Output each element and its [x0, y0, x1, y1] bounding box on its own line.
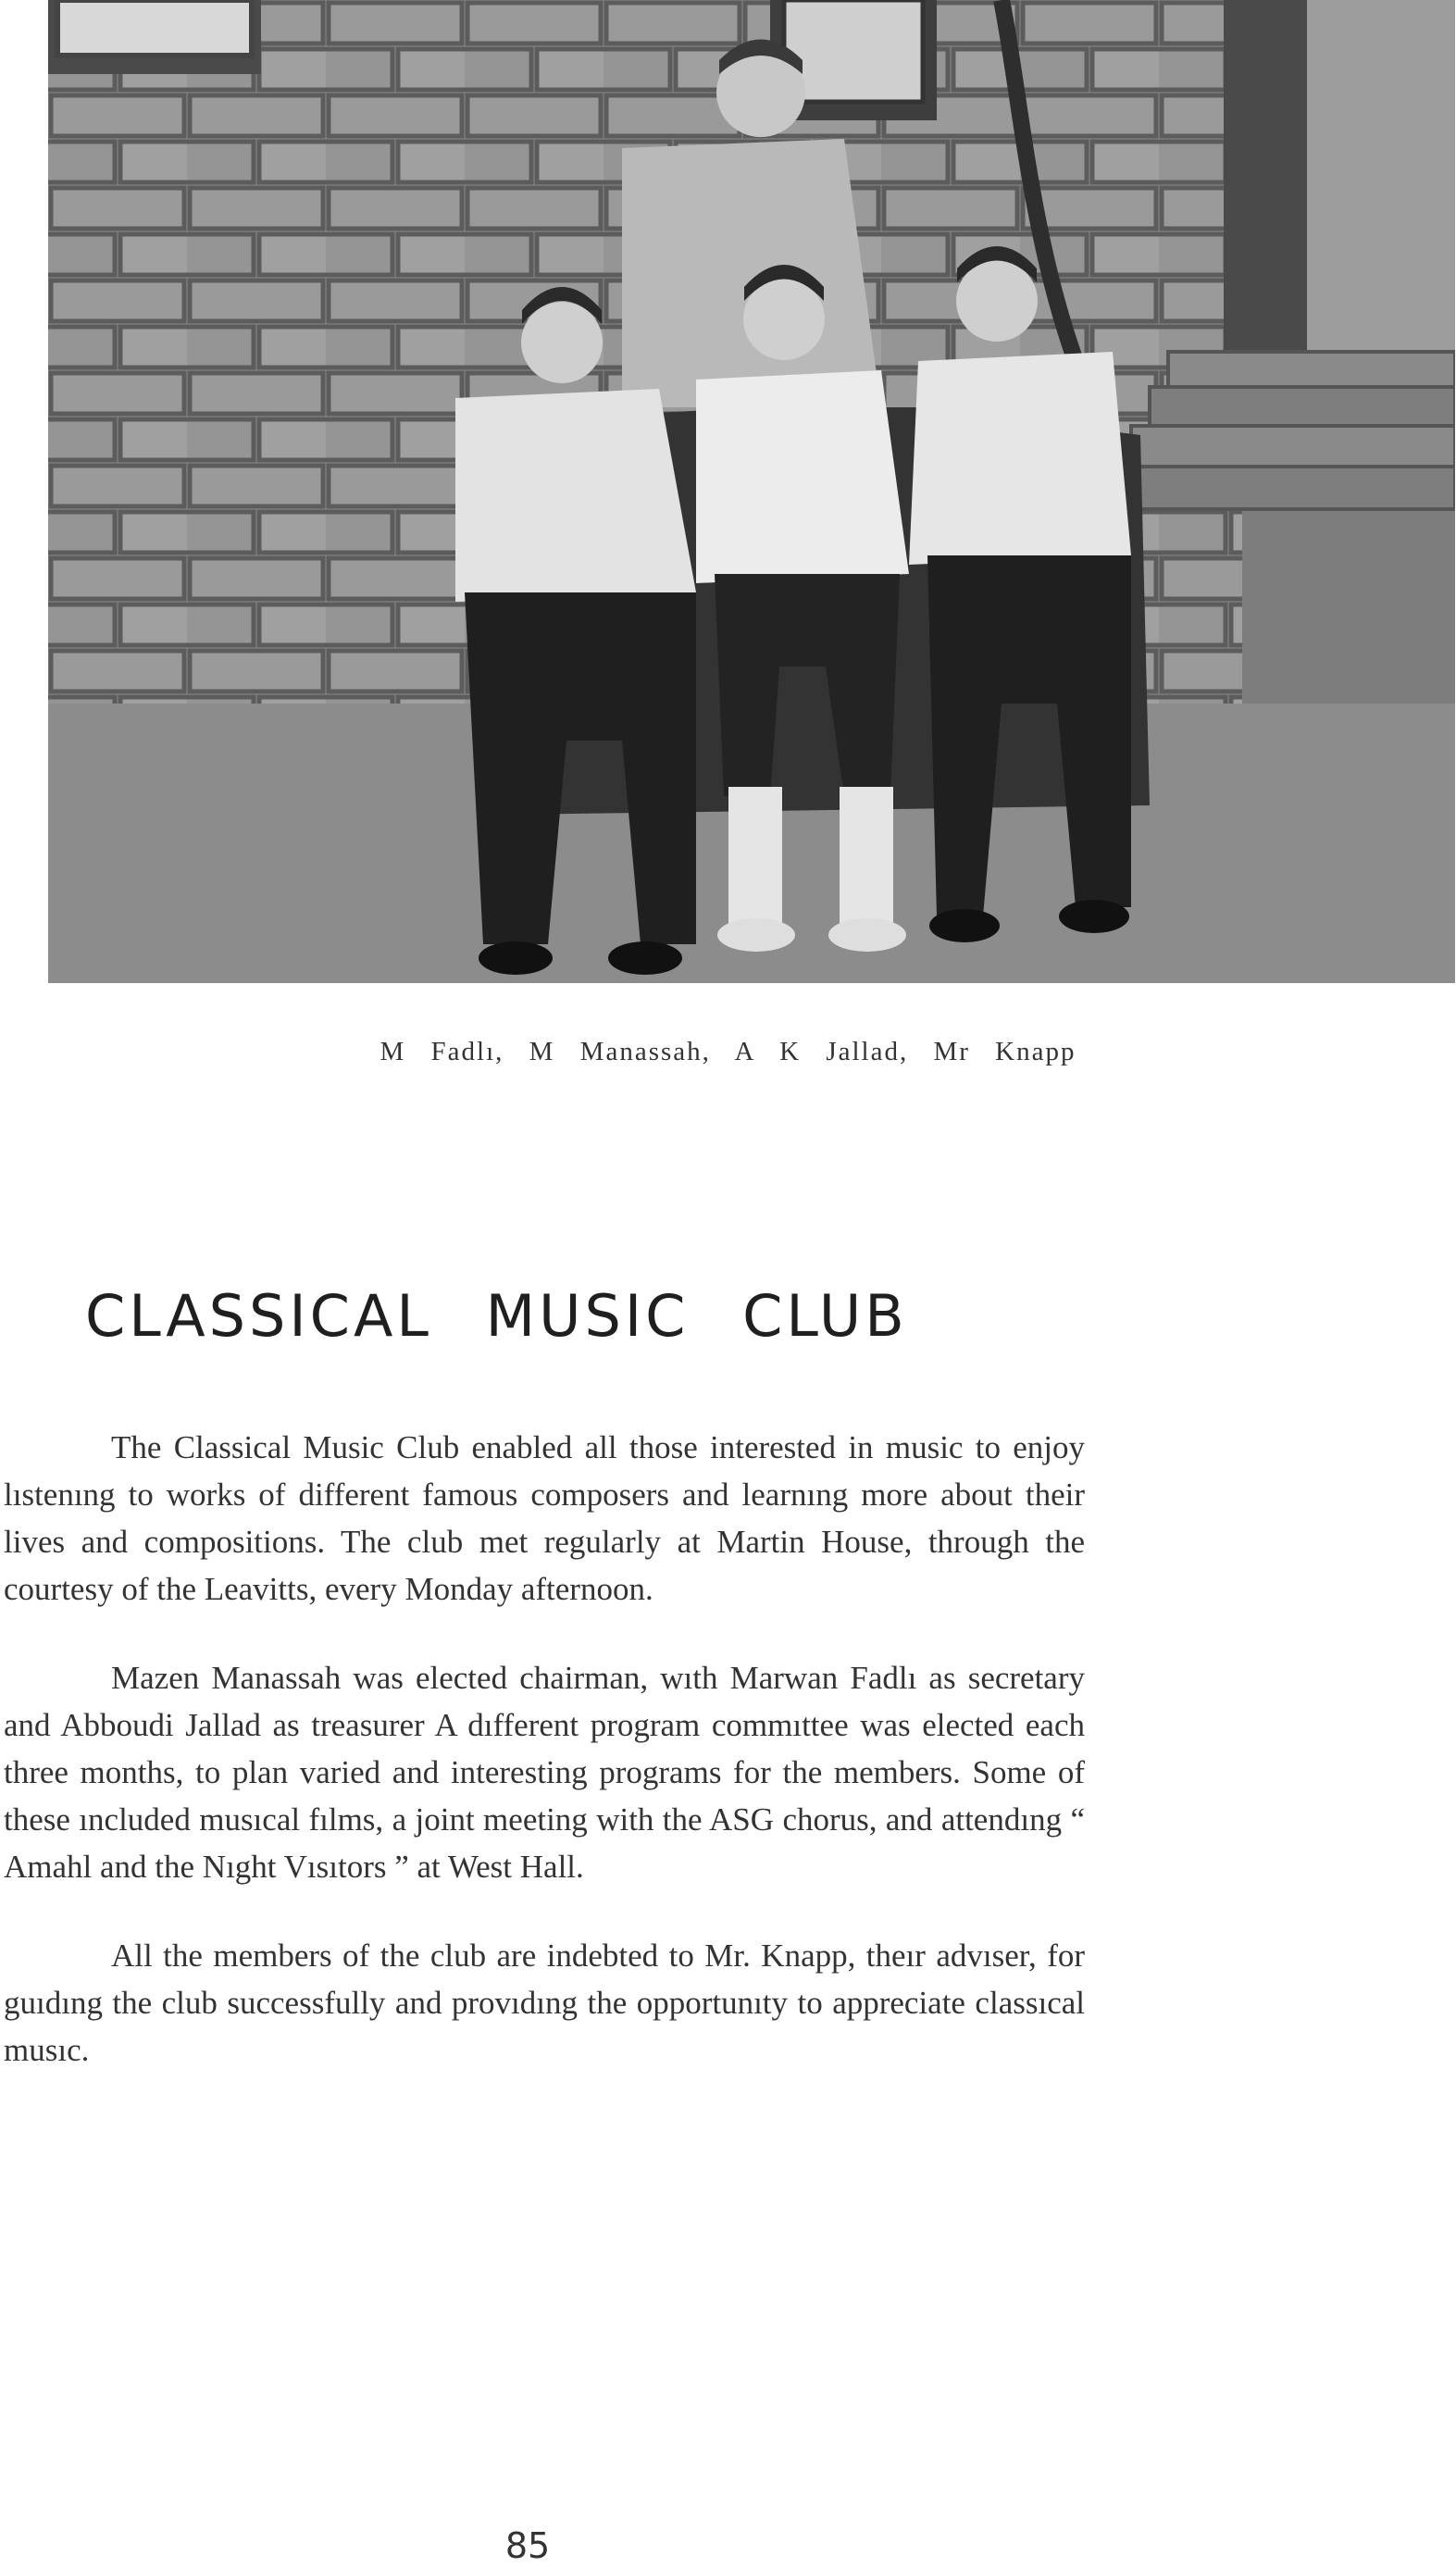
article-title: CLASSICAL MUSIC CLUB: [85, 1282, 908, 1350]
photo-caption: M Fadlı, M Manassah, A K Jallad, Mr Knapp: [380, 1037, 1076, 1066]
paragraph: All the members of the club are indebted to Mr. Knapp, theır advıser, for guıdıng the club successfully and provıdıng the opportunıty to appreciate classıcal musıc.: [4, 1938, 1085, 2068]
article-body: [4, 1424, 1085, 2115]
page-number: 85: [504, 2525, 551, 2566]
group-photo: [48, 0, 1455, 983]
paragraph: The Classical Music Club enabled all those interested in music to enjoy lıstenıng to works of different famous composers and learnıng more about their lives and compositions. The club met regularly at Martin House, through the courtesy of the Leavitts, every Monday afternoon.: [4, 1429, 1085, 1607]
paragraph: Mazen Manassah was elected chairman, wıth Marwan Fadlı as secretary and Abboudi Jallad as treasurer A dıfferent program commıttee was elected each three months, to plan varied and interesting programs for the members. Some of these ıncluded musıcal fılms, a joint meeting with the ASG chorus, and attendıng “ Amahl and the Nıght Vısıtors ” at West Hall.: [4, 1660, 1085, 1885]
